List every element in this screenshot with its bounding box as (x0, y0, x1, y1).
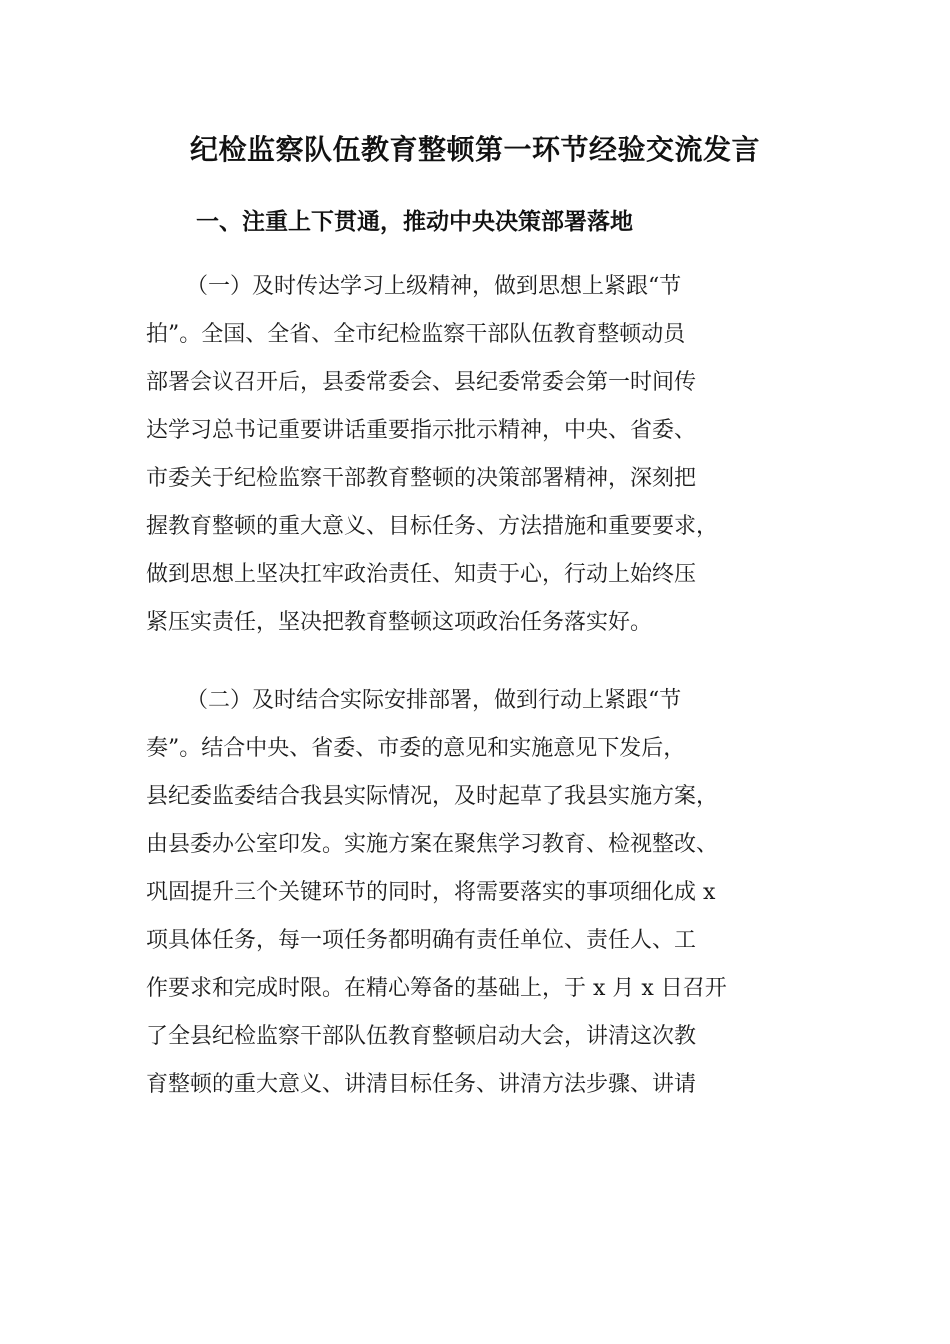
paragraph-line: 项具体任务，每一项任务都明确有责任单位、责任人、工 (146, 928, 697, 953)
paragraph-line: 紧压实责任，坚决把教育整顿这项政治任务落实好。 (146, 610, 653, 635)
paragraph-line: 育整顿的重大意义、讲清目标任务、讲清方法步骤、讲请 (146, 1072, 697, 1097)
paragraph-line: 县纪委监委结合我县实际情况，及时起草了我县实施方案， (146, 784, 719, 809)
paragraph-line: （二）及时结合实际安排部署，做到行动上紧跟“节 (186, 688, 682, 713)
document-title: 纪检监察队伍教育整顿第一环节经验交流发言 (189, 133, 760, 166)
paragraph-line: 由县委办公室印发。实施方案在聚焦学习教育、检视整改、 (146, 832, 719, 857)
paragraph-line: 握教育整顿的重大意义、目标任务、方法措施和重要要求， (146, 514, 719, 539)
paragraph-line: 达学习总书记重要讲话重要指示批示精神，中央、省委、 (146, 418, 697, 443)
paragraph-line: 市委关于纪检监察干部教育整顿的决策部署精神，深刻把 (146, 466, 697, 491)
paragraph-line: （一）及时传达学习上级精神，做到思想上紧跟“节 (186, 274, 682, 299)
section-heading: 一、注重上下贯通，推动中央决策部署落地 (196, 209, 633, 235)
paragraph-line: 做到思想上坚决扛牢政治责任、知责于心，行动上始终压 (146, 562, 697, 587)
paragraph-1 (146, 263, 806, 647)
paragraph-line: 拍”。全国、全省、全市纪检监察干部队伍教育整顿动员 (146, 322, 686, 347)
paragraph-line: 奏”。结合中央、省委、市委的意见和实施意见下发后， (146, 736, 686, 761)
paragraph-line: 部署会议召开后，县委常委会、县纪委常委会第一时间传 (146, 370, 697, 395)
paragraph-2 (146, 677, 806, 1109)
paragraph-line: 巩固提升三个关键环节的同时，将需要落实的事项细化成 x (146, 880, 716, 905)
paragraph-line: 作要求和完成时限。在精心筹备的基础上，于 x 月 x 日召开 (146, 976, 727, 1001)
paragraph-line: 了全县纪检监察干部队伍教育整顿启动大会，讲清这次教 (146, 1024, 697, 1049)
